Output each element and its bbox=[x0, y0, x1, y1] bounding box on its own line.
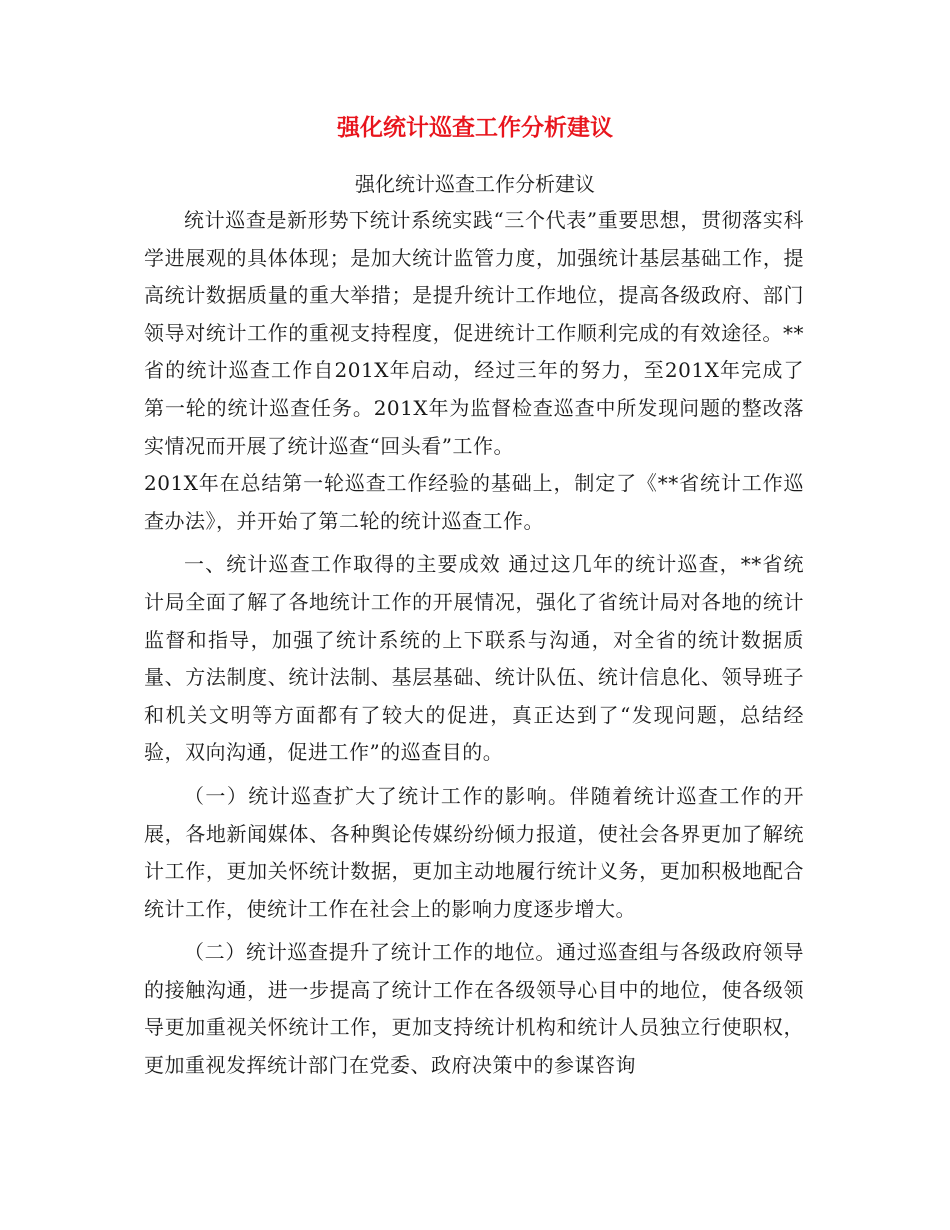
paragraph-second-round: 201X年在总结第一轮巡查工作经验的基础上，制定了《**省统计工作巡查办法》，并开始了第二轮的统计巡查工作。 bbox=[144, 471, 804, 533]
document-subtitle: 强化统计巡查工作分析建议 bbox=[355, 172, 595, 196]
paragraph-point-one: （一）统计巡查扩大了统计工作的影响。伴随着统计巡查工作的开展，各地新闻媒体、各种舆论传媒纷纷倾力报道，使社会各界更加了解统计工作，更加关怀统计数据，更加主动地履行统计义务，更加积极地配合统计工作，使统计工作在社会上的影响力度逐步增大。 bbox=[144, 783, 804, 921]
document-title: 强化统计巡查工作分析建议 bbox=[337, 115, 613, 141]
paragraph-section-one: 一、统计巡查工作取得的主要成效 通过这几年的统计巡查，**省统计局全面了解了各地统计工作的开展情况，强化了省统计局对各地的统计监督和指导，加强了统计系统的上下联系与沟通，对全省的统计数据质量、方法制度、统计法制、基层基础、统计队伍、统计信息化、领导班子和机关文明等方面都有了较大的促进，真正达到了“发现问题，总结经验，双向沟通，促进工作”的巡查目的。 bbox=[144, 552, 804, 765]
document-body bbox=[144, 202, 804, 1085]
paragraph-intro: 统计巡查是新形势下统计系统实践“三个代表”重要思想，贯彻落实科学进展观的具体体现；是加大统计监管力度，加强统计基层基础工作，提高统计数据质量的重大举措；是提升统计工作地位，提高各级政府、部门领导对统计工作的重视支持程度，促进统计工作顺利完成的有效途径。**省的统计巡查工作自201X年启动，经过三年的努力，至201X年完成了第一轮的统计巡查任务。201X年为监督检查巡查中所发现问题的整改落实情况而开展了统计巡查“回头看”工作。 bbox=[144, 208, 804, 458]
paragraph-point-two: （二）统计巡查提升了统计工作的地位。通过巡查组与各级政府领导的接触沟通，进一步提高了统计工作在各级领导心目中的地位，使各级领导更加重视关怀统计工作，更加支持统计机构和统计人员独立行使职权，更加重视发挥统计部门在党委、政府决策中的参谋咨询 bbox=[144, 940, 804, 1078]
